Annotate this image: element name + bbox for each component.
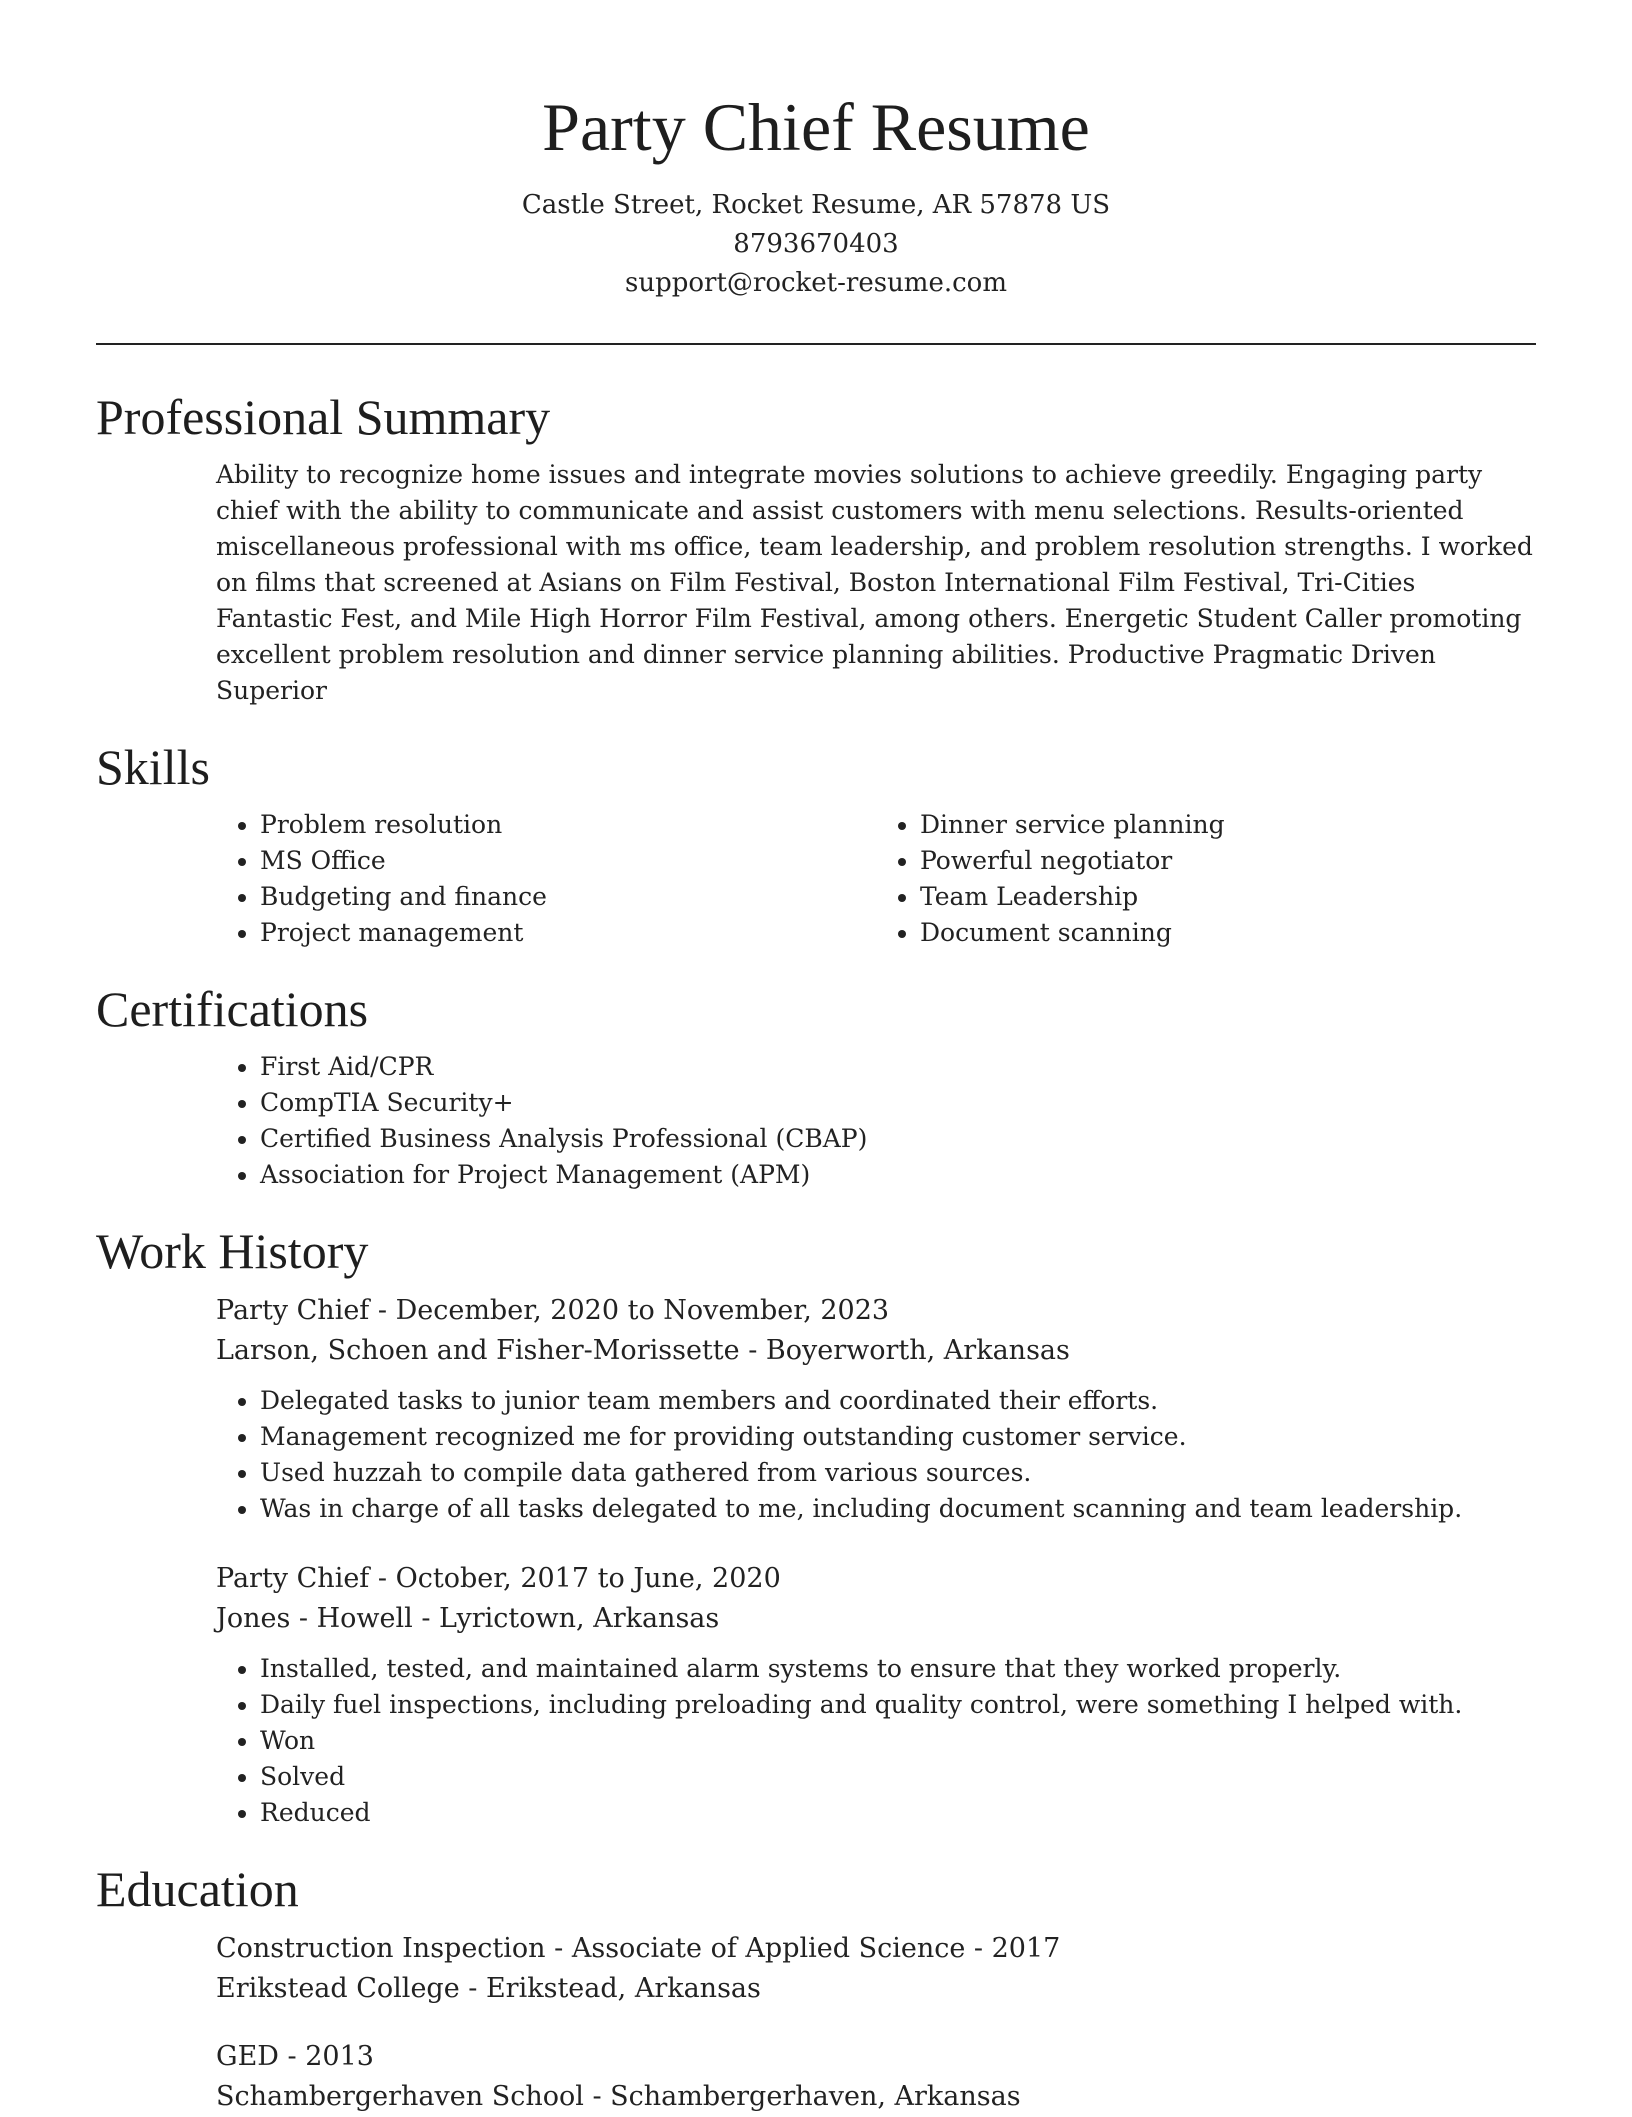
education-entry <box>216 1929 1536 2009</box>
contact-email: support@rocket-resume.com <box>624 268 1007 298</box>
contact-block <box>0 186 1632 303</box>
skill-item: • Problem resolution <box>260 807 876 843</box>
job-bullet: • Solved <box>260 1759 1536 1795</box>
education-school: Erikstead College <box>216 1973 460 2004</box>
job-company-line <box>216 1599 1536 1639</box>
job-company: Jones - Howell <box>216 1603 413 1634</box>
certifications-heading: Certifications <box>96 981 369 1037</box>
skill-item: • Document scanning <box>920 915 1536 951</box>
job-bullet: • Used huzzah to compile data gathered from various sources. <box>260 1455 1536 1491</box>
job-location: - Boyerworth, Arkansas <box>739 1335 1070 1366</box>
skills-heading: Skills <box>96 739 210 795</box>
education-year: - 2017 <box>965 1933 1061 1964</box>
certifications-body <box>216 1049 1536 1193</box>
education-year: - 2013 <box>278 2041 374 2072</box>
skills-list-right <box>876 807 1536 951</box>
job-title: Party Chief <box>216 1563 370 1594</box>
job-bullet: • Delegated tasks to junior team members and coordinated their efforts. <box>260 1383 1536 1419</box>
job-dates: - December, 2020 to November, 2023 <box>369 1295 890 1326</box>
education-section <box>96 1857 1536 2117</box>
job-entry <box>216 1291 1536 1527</box>
job-company-line <box>216 1331 1536 1371</box>
summary-heading: Professional Summary <box>96 389 551 445</box>
certifications-section <box>96 977 1536 1193</box>
education-school-line <box>216 2077 1536 2117</box>
education-location: - Erikstead, Arkansas <box>459 1973 761 2004</box>
skill-item: • MS Office <box>260 843 876 879</box>
job-entry <box>216 1559 1536 1831</box>
job-bullet: • Won <box>260 1723 1536 1759</box>
skill-item: • Dinner service planning <box>920 807 1536 843</box>
education-location: - Schambergerhaven, Arkansas <box>583 2081 1021 2112</box>
certifications-list <box>216 1049 1536 1193</box>
summary-section <box>96 385 1536 709</box>
education-degree: GED <box>216 2041 279 2072</box>
contact-address: Castle Street, Rocket Resume, AR 57878 US <box>521 190 1111 220</box>
education-entry <box>216 2037 1536 2117</box>
job-dates: - October, 2017 to June, 2020 <box>369 1563 781 1594</box>
header-divider <box>96 343 1536 345</box>
skill-item: • Powerful negotiator <box>920 843 1536 879</box>
education-school: Schambergerhaven School <box>216 2081 584 2112</box>
certification-item: • First Aid/CPR <box>260 1049 1536 1085</box>
skills-grid <box>216 807 1536 951</box>
job-bullets <box>216 1383 1536 1527</box>
resume-title: Party Chief Resume <box>542 89 1090 165</box>
skills-section <box>96 735 1536 951</box>
skill-item: • Budgeting and finance <box>260 879 876 915</box>
skill-item: • Team Leadership <box>920 879 1536 915</box>
summary-text: Ability to recognize home issues and integrate movies solutions to achieve greedily. Engaging party chief with the ability to communicate and assist customers with menu selections. Results-oriented miscellaneous professional with ms office, team leadership, and problem resolution strengths. I worked on films that screened at Asians on Film Festival, Boston International Film Festival, Tri-Cities Fantastic Fest, and Mile High Horror Film Festival, among others. Energetic Student Caller promoting excellent problem resolution and dinner service planning abilities. Productive Pragmatic Driven Superior <box>216 460 1533 705</box>
job-title: Party Chief <box>216 1295 370 1326</box>
education-heading: Education <box>96 1861 299 1917</box>
skill-item: • Project management <box>260 915 876 951</box>
job-bullet: • Management recognized me for providing outstanding customer service. <box>260 1419 1536 1455</box>
job-bullet: • Installed, tested, and maintained alarm systems to ensure that they worked properly. <box>260 1651 1536 1687</box>
education-degree-line <box>216 1929 1536 1969</box>
skills-list-left <box>216 807 876 951</box>
certification-item: • Certified Business Analysis Professional (CBAP) <box>260 1121 1536 1157</box>
job-location: - Lyrictown, Arkansas <box>412 1603 720 1634</box>
job-title-line <box>216 1559 1536 1599</box>
education-school-line <box>216 1969 1536 2009</box>
work-heading: Work History <box>96 1223 369 1279</box>
education-degree: Construction Inspection - Associate of Applied Science <box>216 1933 966 1964</box>
certification-item: • Association for Project Management (APM) <box>260 1157 1536 1193</box>
certification-item: • CompTIA Security+ <box>260 1085 1536 1121</box>
work-section <box>96 1219 1536 1831</box>
summary-body <box>216 457 1536 709</box>
contact-phone: 8793670403 <box>733 229 899 259</box>
job-bullet: • Was in charge of all tasks delegated to me, including document scanning and team leadership. <box>260 1491 1536 1527</box>
job-bullet: • Reduced <box>260 1795 1536 1831</box>
job-title-line <box>216 1291 1536 1331</box>
resume-header <box>0 0 1632 303</box>
job-bullets <box>216 1651 1536 1831</box>
education-degree-line <box>216 2037 1536 2077</box>
job-bullet: • Daily fuel inspections, including preloading and quality control, were something I helped with. <box>260 1687 1536 1723</box>
job-company: Larson, Schoen and Fisher-Morissette <box>216 1335 740 1366</box>
